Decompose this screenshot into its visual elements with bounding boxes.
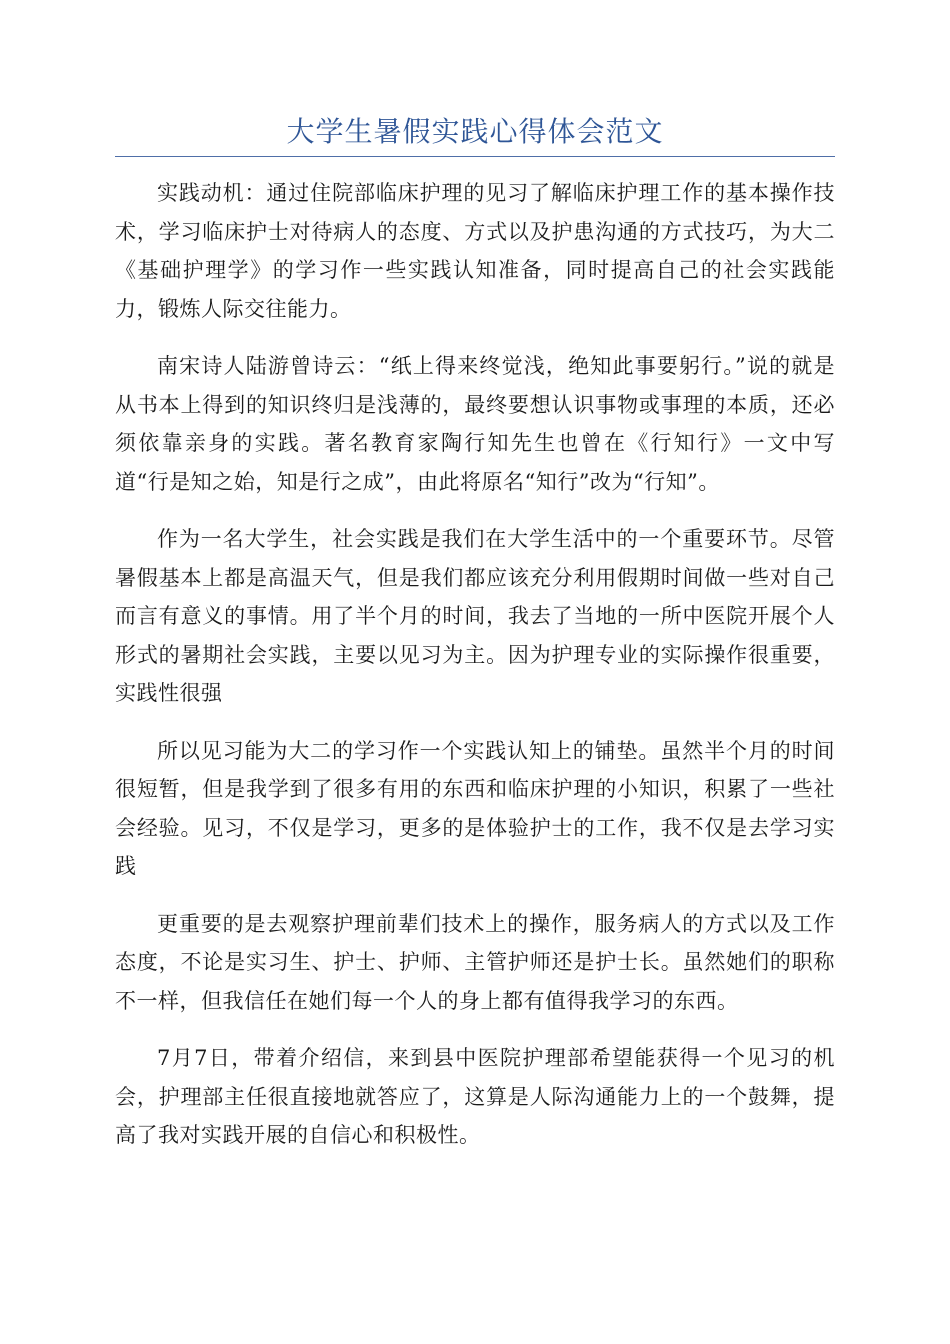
paragraph-motivation: 实践动机：通过住院部临床护理的见习了解临床护理工作的基本操作技术，学习临床护士对待病人的态度、方式以及护患沟通的方式技巧，为大二《基础护理学》的学习作一些实践认知准备，同时提高自己的社会实践能力，锻炼人际交往能力。	[115, 181, 835, 321]
title-block	[115, 112, 835, 157]
paragraph-poem-quote: 南宋诗人陆游曾诗云：“纸上得来终觉浅，绝知此事要躬行。”说的就是从书本上得到的知识终归是浅薄的，最终要想认识事物或事理的本质，还必须依靠亲身的实践。著名教育家陶行知先生也曾在《行知行》一文中写道“行是知之始，知是行之成”，由此将原名“知行”改为“行知”。	[115, 354, 835, 494]
page-title: 大学生暑假实践心得体会范文	[286, 115, 664, 148]
paragraph-july-seventh: 7月7日，带着介绍信，来到县中医院护理部希望能获得一个见习的机会，护理部主任很直接地就答应了，这算是人际沟通能力上的一个鼓舞，提高了我对实践开展的自信心和积极性。	[115, 1046, 835, 1147]
paragraph-social-practice: 作为一名大学生，社会实践是我们在大学生活中的一个重要环节。尽管暑假基本上都是高温天气，但是我们都应该充分利用假期时间做一些对自己而言有意义的事情。用了半个月的时间，我去了当地的一所中医院开展个人形式的暑期社会实践，主要以见习为主。因为护理专业的实际操作很重要，实践性很强	[115, 527, 835, 705]
paragraph-observation: 更重要的是去观察护理前辈们技术上的操作，服务病人的方式以及工作态度，不论是实习生、护士、护师、主管护师还是护士长。虽然她们的职称不一样，但我信任在她们每一个人的身上都有值得我学习的东西。	[115, 911, 835, 1013]
paragraph-internship-value: 所以见习能为大二的学习作一个实践认知上的铺垫。虽然半个月的时间很短暂，但是我学到了很多有用的东西和临床护理的小知识，积累了一些社会经验。见习，不仅是学习，更多的是体验护士的工作，我不仅是去学习实践	[115, 738, 835, 878]
document-body	[115, 174, 835, 1174]
